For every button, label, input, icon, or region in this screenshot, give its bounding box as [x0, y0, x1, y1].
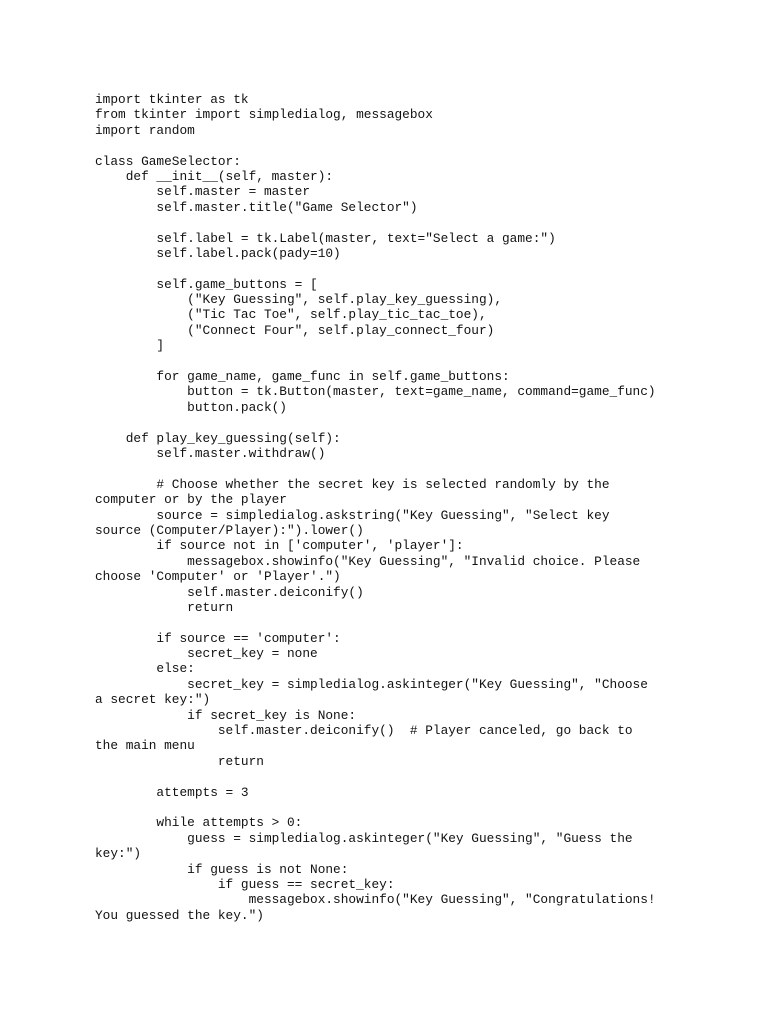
code-line: source = simpledialog.askstring("Key Guessing", "Select key: [95, 507, 610, 523]
code-line: [95, 615, 695, 630]
code-line: def play_key_guessing(self):: [95, 430, 341, 446]
code-line: choose 'Computer' or 'Player'."): [95, 569, 341, 585]
code-line: self.master = master: [95, 184, 311, 200]
code-line: ("Connect Four", self.play_connect_four): [95, 322, 495, 338]
code-line: return: [95, 599, 234, 615]
code-line: self.game_buttons = [: [95, 276, 318, 292]
code-line: [95, 769, 695, 784]
code-line: self.master.withdraw(): [95, 445, 326, 461]
code-listing: [95, 92, 695, 923]
code-line: if guess == secret_key:: [95, 876, 395, 892]
code-line: ("Key Guessing", self.play_key_guessing),: [95, 292, 503, 308]
code-line: button = tk.Button(master, text=game_name, command=game_func): [95, 384, 656, 400]
code-line: secret_key = none: [95, 646, 318, 662]
code-line: # Choose whether the secret key is selected randomly by the: [95, 476, 610, 492]
code-line: [95, 215, 695, 230]
code-line: while attempts > 0:: [95, 815, 303, 831]
code-line: a secret key:"): [95, 692, 211, 708]
code-line: attempts = 3: [95, 784, 249, 800]
code-line: class GameSelector:: [95, 153, 241, 169]
code-line: source (Computer/Player):").lower(): [95, 522, 364, 538]
code-line: button.pack(): [95, 399, 287, 415]
code-line: key:"): [95, 846, 142, 862]
code-line: if source not in ['computer', 'player']:: [95, 538, 464, 554]
code-line: self.master.title("Game Selector"): [95, 199, 418, 215]
code-line: if guess is not None:: [95, 861, 349, 877]
code-line: messagebox.showinfo("Key Guessing", "Invalid choice. Please: [95, 553, 641, 569]
code-line: if source == 'computer':: [95, 630, 341, 646]
code-line: if secret_key is None:: [95, 707, 357, 723]
code-line: guess = simpledialog.askinteger("Key Guessing", "Guess the: [95, 830, 633, 846]
code-line: You guessed the key."): [95, 907, 264, 923]
code-line: else:: [95, 661, 195, 677]
code-line: [95, 461, 695, 476]
code-line: [95, 415, 695, 430]
code-line: for game_name, game_func in self.game_buttons:: [95, 369, 510, 385]
code-line: [95, 800, 695, 815]
code-line: ]: [95, 338, 165, 354]
code-line: [95, 354, 695, 369]
code-line: self.label = tk.Label(master, text="Select a game:"): [95, 230, 556, 246]
code-line: secret_key = simpledialog.askinteger("Key Guessing", "Choose: [95, 676, 648, 692]
code-line: ("Tic Tac Toe", self.play_tic_tac_toe),: [95, 307, 487, 323]
code-line: import random: [95, 122, 195, 138]
code-line: self.label.pack(pady=10): [95, 245, 341, 261]
code-line: from tkinter import simpledialog, messagebox: [95, 107, 433, 123]
code-line: the main menu: [95, 738, 195, 754]
code-line: self.master.deiconify(): [95, 584, 364, 600]
code-line: [95, 138, 695, 153]
code-line: messagebox.showinfo("Key Guessing", "Congratulations!: [95, 892, 656, 908]
code-line: import tkinter as tk: [95, 92, 249, 107]
code-line: return: [95, 753, 264, 769]
code-line: def __init__(self, master):: [95, 168, 334, 184]
code-line: self.master.deiconify() # Player canceled, go back to: [95, 723, 633, 739]
code-line: computer or by the player: [95, 492, 287, 508]
code-line: [95, 261, 695, 276]
